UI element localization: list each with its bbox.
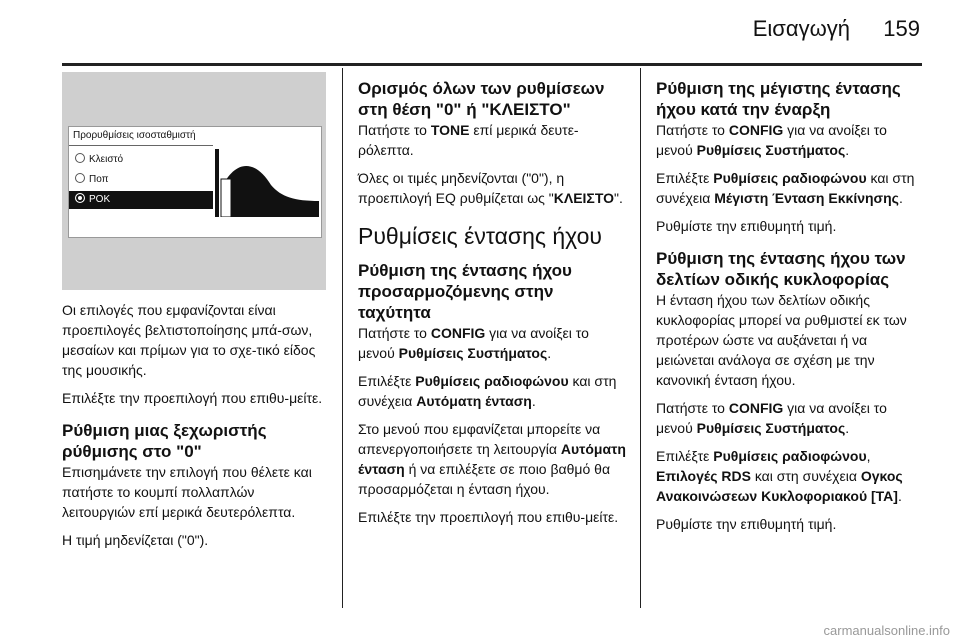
radio-icon (75, 153, 85, 163)
paragraph: Πατήστε το CONFIG για να ανοίξει το μενού Ρυθμίσεις Συστήματος. (656, 122, 887, 158)
watermark: carmanualsonline.info (823, 623, 950, 638)
column-1 (62, 300, 330, 558)
eq-option-rock: POK (69, 191, 213, 209)
heading-traffic-volume: Ρύθμιση της έντασης ήχου των δελτίων οδικής κυκλοφορίας (656, 249, 906, 289)
column-2 (358, 72, 626, 535)
column-divider-2 (640, 68, 641, 608)
paragraph: Οι επιλογές που εμφανίζονται είναι προεπιλογές βελτιστοποίησης μπά-σων, μεσαίων και πρίμων για το σχε-τικό είδος της μουσικής. (62, 302, 316, 378)
equalizer-screen (68, 126, 322, 238)
paragraph: Επιλέξτε την προεπιλογή που επιθυ-μείτε. (62, 390, 323, 406)
paragraph: Ρυθμίστε την επιθυμητή τιμή. (656, 218, 837, 234)
eq-option-pop: Ποπ (69, 171, 213, 189)
page-header (0, 0, 960, 60)
paragraph: Πατήστε το TONE επί μερικά δευτε-ρόλεπτα. (358, 122, 579, 158)
page-number: 159 (883, 16, 920, 41)
heading-volume-settings: Ρυθμίσεις έντασης ήχου (358, 223, 602, 249)
column-divider-1 (342, 68, 343, 608)
section-title: Εισαγωγή (752, 16, 850, 41)
column-3 (656, 72, 924, 542)
radio-selected-icon (75, 193, 85, 203)
paragraph: Επιλέξτε την προεπιλογή που επιθυ-μείτε. (358, 509, 619, 525)
paragraph: Πατήστε το CONFIG για να ανοίξει το μενού Ρυθμίσεις Συστήματος. (358, 325, 589, 361)
paragraph: Πατήστε το CONFIG για να ανοίξει το μενού Ρυθμίσεις Συστήματος. (656, 400, 887, 436)
paragraph: Η ένταση ήχου των δελτίων οδικής κυκλοφορίας μπορεί να ρυθμιστεί εκ των προτέρων ώστε να αυξάνεται ή να μειώνεται ανάλογα σε σχέση με την κανονική ένταση ήχου. (656, 292, 907, 388)
paragraph: Στο μενού που εμφανίζεται μπορείτε να απενεργοποιήσετε τη λειτουργία Αυτόματη ένταση ή να επιλέξετε σε ποιο βαθμό θα προσαρμόζεται η ένταση ήχου. (358, 421, 626, 497)
paragraph: Επιλέξτε Ρυθμίσεις ραδιοφώνου, Επιλογές RDS και στη συνέχεια Ογκος Ανακοινώσεων Κυκλοφοριακού [TA]. (656, 448, 903, 504)
paragraph: Επιλέξτε Ρυθμίσεις ραδιοφώνου και στη συνέχεια Αυτόματη ένταση. (358, 373, 617, 409)
heading-reset-all: Ορισμός όλων των ρυθμίσεων στη θέση "0" ή "ΚΛΕΙΣΤΟ" (358, 79, 605, 119)
paragraph: Επιλέξτε Ρυθμίσεις ραδιοφώνου και στη συνέχεια Μέγιστη Ένταση Εκκίνησης. (656, 170, 915, 206)
header-rule (62, 63, 922, 66)
radio-icon (75, 173, 85, 183)
eq-curve-graphic (215, 149, 319, 217)
paragraph: Ρυθμίστε την επιθυμητή τιμή. (656, 516, 837, 532)
equalizer-figure (62, 72, 326, 290)
paragraph: Όλες οι τιμές μηδενίζονται ("0"), η προεπιλογή EQ ρυθμίζεται ως "ΚΛΕΙΣΤΟ". (358, 170, 623, 206)
heading-reset-single: Ρύθμιση μιας ξεχωριστής ρύθμισης στο "0" (62, 421, 267, 461)
heading-speed-volume: Ρύθμιση της έντασης ήχου προσαρμοζόμενης στην ταχύτητα (358, 261, 572, 322)
heading-max-startup-volume: Ρύθμιση της μέγιστης έντασης ήχου κατά την έναρξη (656, 79, 901, 119)
paragraph: Η τιμή μηδενίζεται ("0"). (62, 532, 209, 548)
paragraph: Επισημάνετε την επιλογή που θέλετε και πατήστε το κουμπί πολλαπλών λειτουργιών επί μερικά δευτερόλεπτα. (62, 464, 312, 520)
equalizer-screen-title: Προρυθμίσεις ισοσταθμιστή (69, 127, 213, 146)
eq-option-off: Κλειστό (69, 151, 213, 169)
